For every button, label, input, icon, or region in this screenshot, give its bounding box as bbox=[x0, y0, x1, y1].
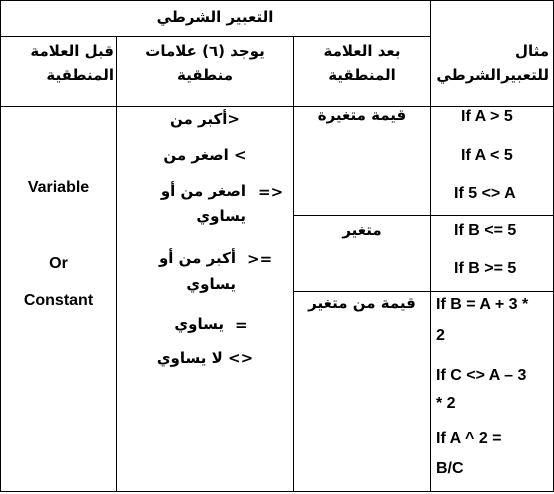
col-divider-2 bbox=[293, 36, 294, 492]
before-variable: Variable bbox=[27, 179, 90, 196]
example-c-neq-expr-line2: * 2 bbox=[436, 395, 456, 412]
before-constant: Constant bbox=[23, 292, 94, 309]
header-before-sign-line2: المنطقية bbox=[46, 66, 114, 84]
after-row2-variable: متغير bbox=[342, 221, 382, 239]
header-signs-line2: منطقية bbox=[176, 66, 234, 84]
example-a-pow-expr-line1: If A ^ 2 = bbox=[436, 430, 502, 447]
sign-less-or-equal-text1: اصغر من أو bbox=[160, 182, 246, 200]
example-5-neq-a: If 5 <> A bbox=[454, 185, 516, 202]
header-after-sign-line2: المنطقية bbox=[328, 66, 396, 84]
header-example-line1: مثال bbox=[514, 42, 549, 60]
sign-not-equal: <> لا يساوي bbox=[156, 349, 254, 367]
example-b-eq-expr-line1: If B = A + 3 * bbox=[436, 296, 529, 313]
example-a-pow-expr-line2: B/C bbox=[436, 460, 464, 477]
example-a-gt-5: If A > 5 bbox=[461, 108, 513, 125]
header-bottom-border bbox=[0, 106, 554, 107]
sign-equal-op: = bbox=[235, 316, 248, 334]
header-after-sign-line1: بعد العلامة bbox=[323, 42, 401, 60]
header-before-sign-line1: قبل العلامة bbox=[30, 42, 114, 60]
row-divider-1 bbox=[293, 215, 554, 216]
header-example-line2: للتعبيرالشرطي bbox=[436, 66, 549, 84]
table-border-left bbox=[0, 0, 1, 492]
example-c-neq-expr-line1: If C <> A – 3 bbox=[436, 367, 527, 384]
sign-less-or-equal-text2: يساوي bbox=[196, 207, 246, 225]
example-b-eq-expr-line2: 2 bbox=[436, 327, 445, 344]
example-b-lte-5: If B <= 5 bbox=[454, 222, 517, 239]
sign-greater-or-equal-text1: أكبر من أو bbox=[158, 249, 236, 267]
sign-less-than: > اصغر من bbox=[163, 146, 247, 164]
row-divider-2 bbox=[293, 291, 554, 292]
header-divider bbox=[0, 36, 430, 37]
example-b-gte-5: If B >= 5 bbox=[454, 260, 517, 277]
example-a-lt-5: If A < 5 bbox=[461, 147, 513, 164]
after-row1-variable-value: قيمة متغيرة bbox=[317, 106, 407, 124]
sign-greater-or-equal-text2: يساوي bbox=[186, 275, 236, 293]
before-or: Or bbox=[49, 255, 68, 272]
header-signs-line1: يوجد (٦) علامات bbox=[145, 42, 265, 60]
table-border-top bbox=[0, 0, 554, 1]
col-divider-1 bbox=[116, 36, 117, 492]
table-title: التعبير الشرطي bbox=[156, 8, 274, 26]
table-border-bottom bbox=[0, 491, 554, 492]
sign-equal-text: يساوي bbox=[174, 315, 224, 333]
sign-greater-than: <أكبر من bbox=[170, 110, 240, 128]
sign-greater-or-equal-op: >= bbox=[247, 250, 273, 268]
after-row3-value-from-variable: قيمة من متغير bbox=[308, 294, 416, 312]
sign-less-or-equal-op: => bbox=[258, 183, 284, 201]
